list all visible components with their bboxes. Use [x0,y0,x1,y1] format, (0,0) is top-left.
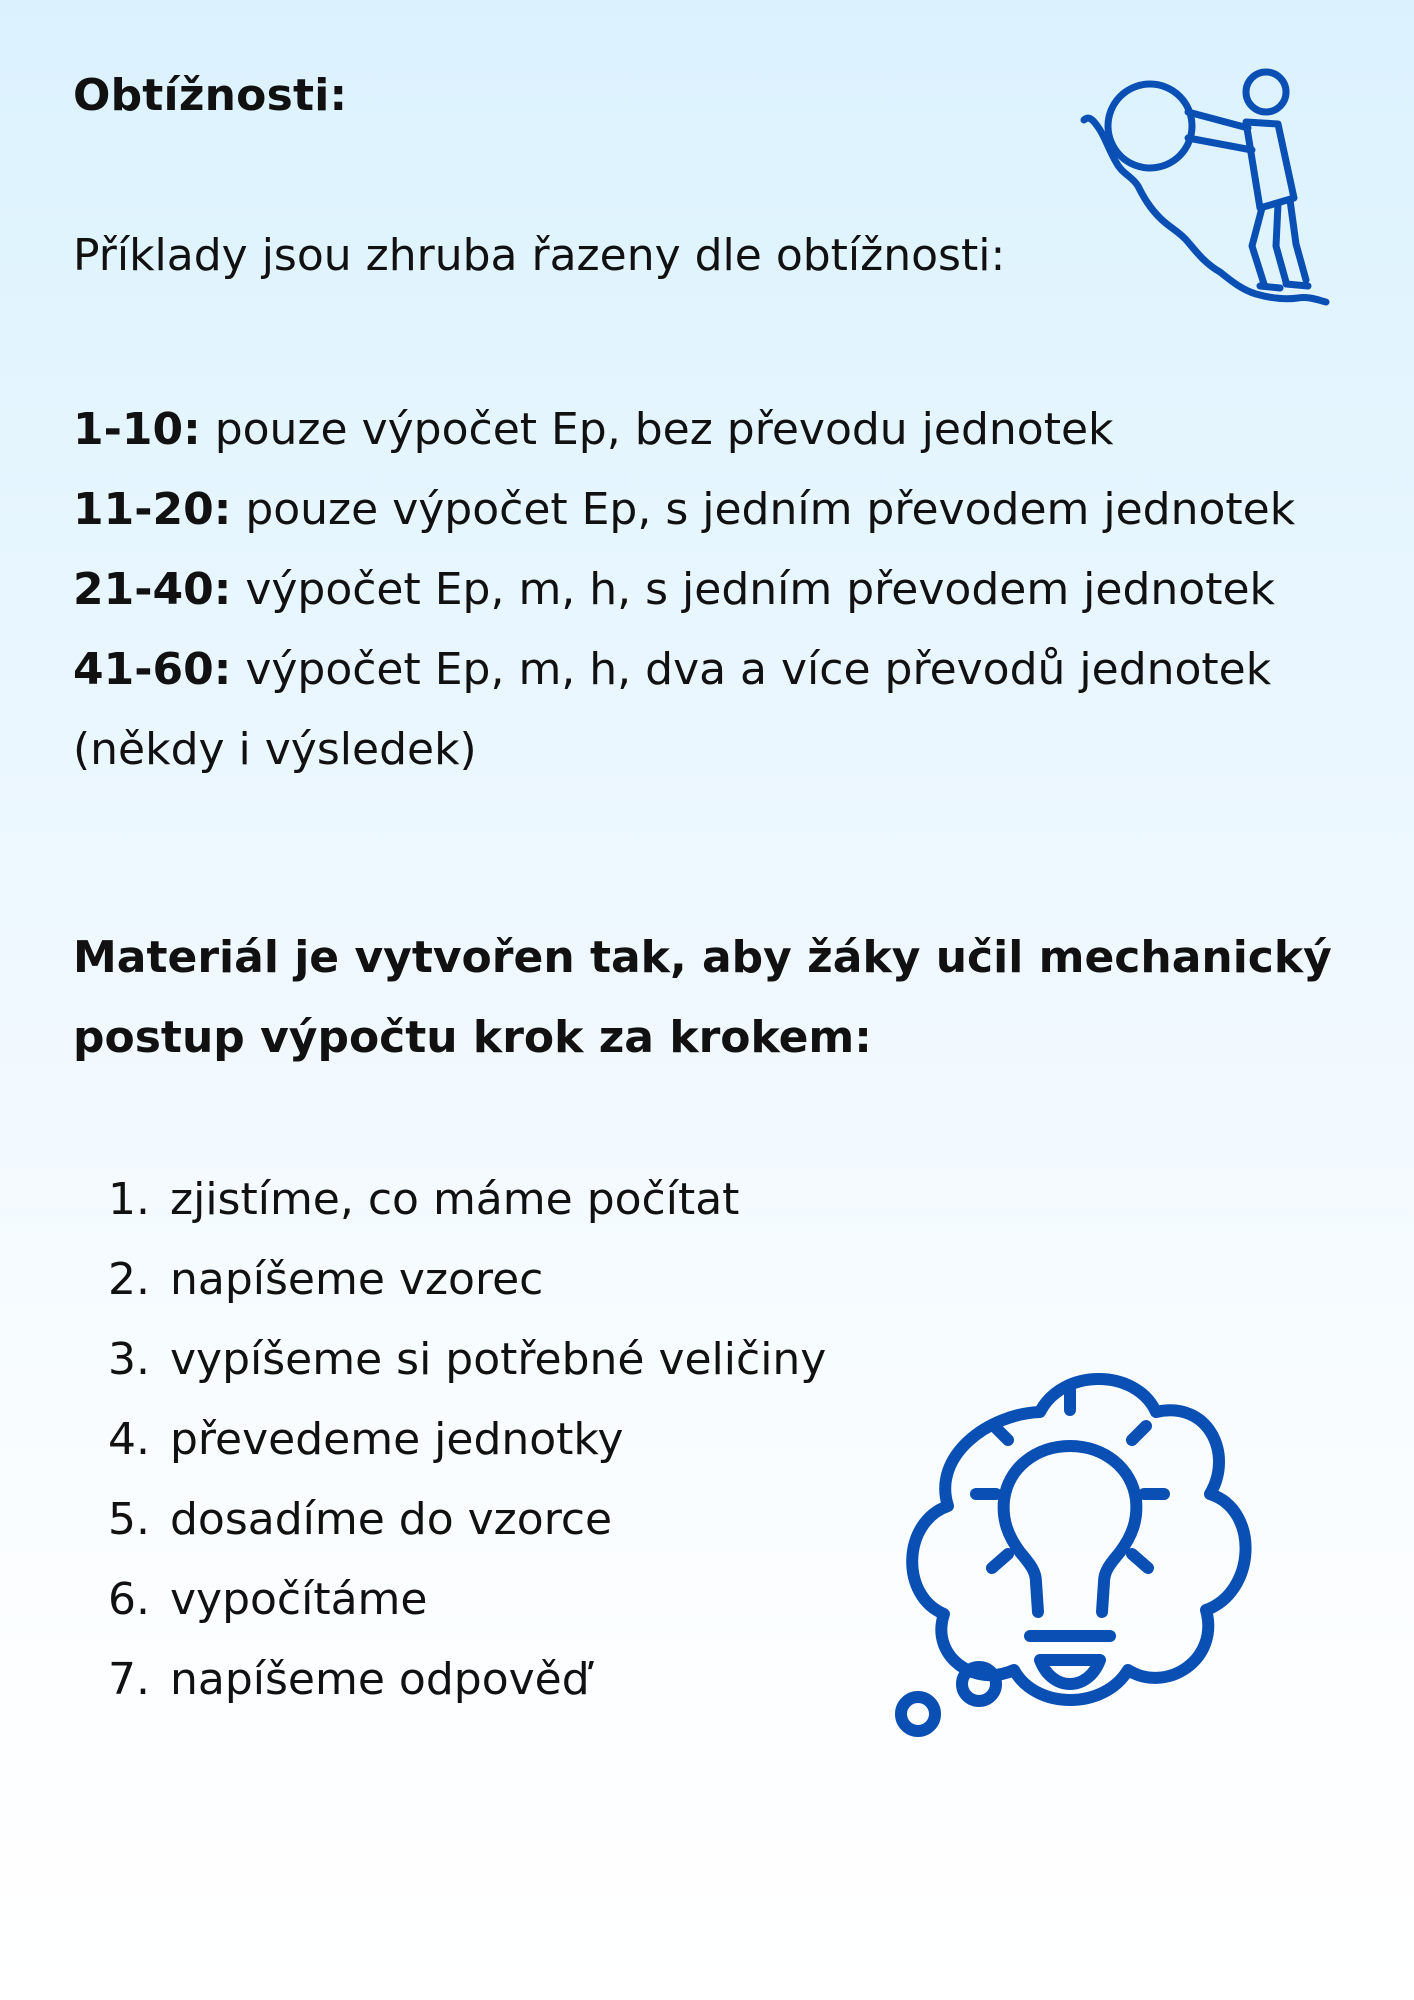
step-text: převedeme jednotky [170,1414,624,1465]
person-pushing-boulder-icon [1080,68,1330,308]
step-text: napíšeme vzorec [170,1254,544,1305]
step-text: vypíšeme si potřebné veličiny [170,1334,827,1385]
intro-text: Příklady jsou zhruba řazeny dle obtížnosti: [73,230,1006,281]
difficulty-item [73,630,1363,790]
difficulty-description: výpočet Ep, m, h, dva a více převodů jednotek (někdy i výsledek) [73,644,1272,775]
step-item [108,1560,826,1640]
step-text: napíšeme odpověď [170,1654,590,1705]
difficulty-item [73,390,1363,470]
difficulty-range: 41-60: [73,644,232,695]
difficulty-list [73,390,1363,790]
difficulty-description: pouze výpočet Ep, s jedním převodem jednotek [231,484,1296,535]
difficulty-description: výpočet Ep, m, h, s jedním převodem jednotek [231,564,1275,615]
step-item [108,1640,826,1720]
step-text: zjistíme, co máme počítat [170,1174,740,1225]
step-item [108,1400,826,1480]
step-item [108,1480,826,1560]
step-number: 4. [108,1414,150,1465]
step-number: 2. [108,1254,150,1305]
difficulty-range: 1-10: [73,404,201,455]
difficulty-description: pouze výpočet Ep, bez převodu jednotek [200,404,1114,455]
step-text: dosadíme do vzorce [170,1494,613,1545]
page-heading: Obtížnosti: [73,70,348,121]
step-item [108,1240,826,1320]
steps-list [108,1160,826,1720]
step-text: vypočítáme [170,1574,428,1625]
difficulty-item [73,550,1363,630]
difficulty-item [73,470,1363,550]
method-heading: Materiál je vytvořen tak, aby žáky učil mechanický postup výpočtu krok za krokem: [73,932,1332,1063]
step-number: 6. [108,1574,150,1625]
difficulty-range: 21-40: [73,564,232,615]
step-item [108,1320,826,1400]
step-number: 5. [108,1494,150,1545]
step-number: 3. [108,1334,150,1385]
step-item [108,1160,826,1240]
difficulty-range: 11-20: [73,484,232,535]
step-number: 1. [108,1174,150,1225]
lightbulb-thought-cloud-icon [890,1360,1280,1750]
step-number: 7. [108,1654,150,1705]
